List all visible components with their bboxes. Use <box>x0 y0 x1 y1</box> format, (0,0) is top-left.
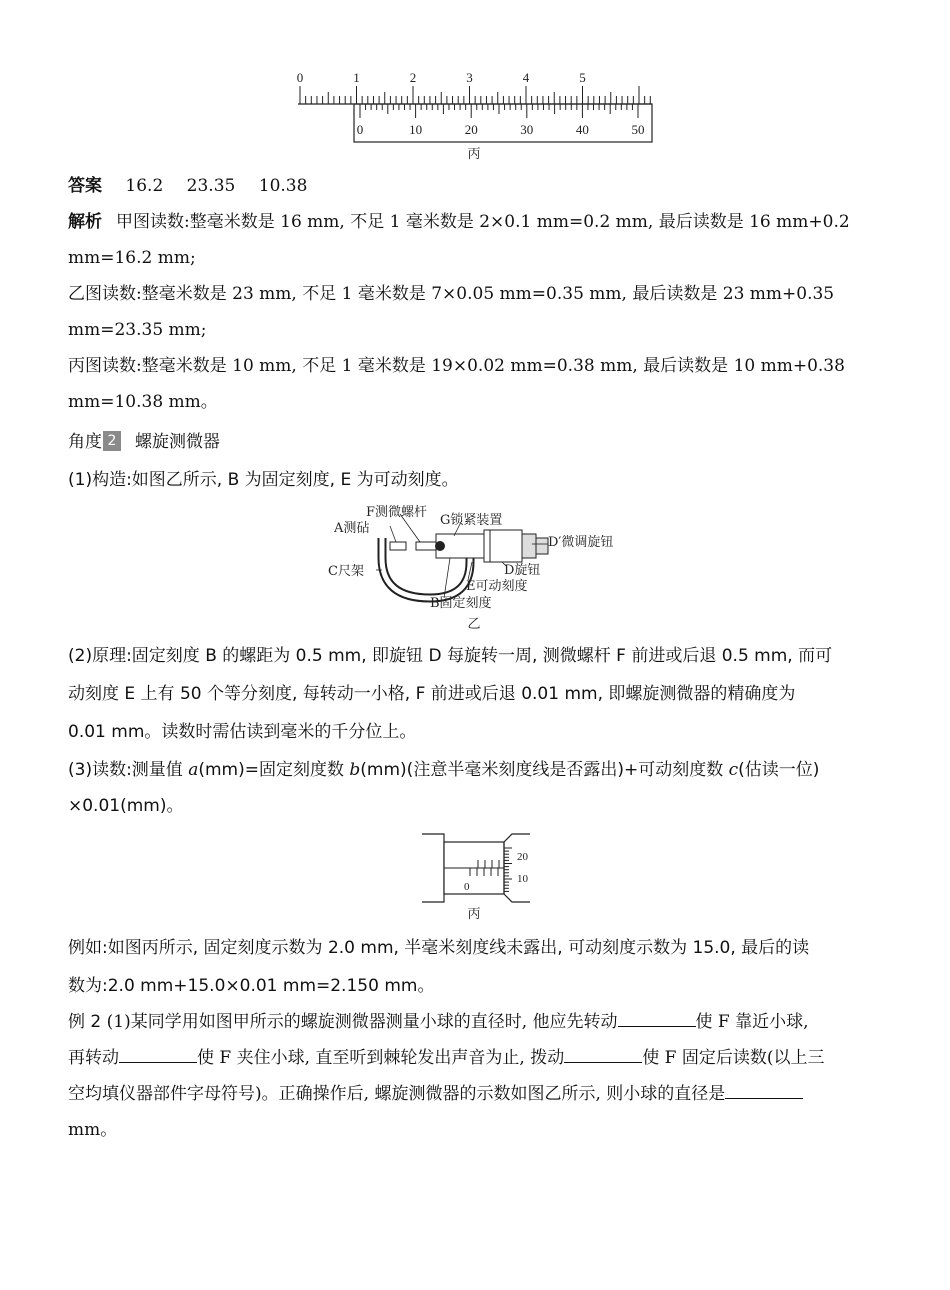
vernier-label: 10 <box>409 122 423 137</box>
micrometer-figure-caption: 乙 <box>467 617 481 632</box>
blank-2[interactable] <box>119 1044 197 1063</box>
reading-part-3: (mm)(注意半毫米刻度线是否露出)+可动刻度数 <box>360 760 729 780</box>
principle-line-1: (2)原理:固定刻度 B 的螺距为 0.5 mm, 即旋钮 D 每旋转一周, 测微螺杆 F 前进或后退 0.5 mm, 而可 <box>68 646 833 666</box>
reading-var-b: b <box>349 760 361 780</box>
example-2-text-2: 使 F 靠近小球, <box>695 1012 809 1032</box>
label-B: B固定刻度 <box>430 596 492 611</box>
principle-block <box>68 638 880 750</box>
label-F: F测微螺杆 <box>366 505 428 520</box>
example-reading-block <box>68 930 880 1004</box>
main-scale-label: 4 <box>522 70 530 85</box>
main-scale-label: 0 <box>296 70 304 85</box>
main-scale-label: 5 <box>579 70 586 85</box>
thimble-label-10: 10 <box>517 873 528 885</box>
example-2-text-6: 空均填仪器部件字母符号)。正确操作后, 螺旋测微器的示数如图乙所示, 则小球的直径是 <box>68 1084 726 1104</box>
label-A: A测砧 <box>334 521 370 536</box>
reading-part-1: (3)读数:测量值 <box>68 760 189 780</box>
example-reading-line-2: 数为:2.0 mm+15.0×0.01 mm=2.150 mm。 <box>68 976 435 996</box>
vernier-caliper-figure <box>290 66 660 166</box>
analysis-block <box>68 204 880 420</box>
analysis-line-6: mm=10.38 mm。 <box>68 392 218 412</box>
label-C: C尺架 <box>328 564 364 579</box>
analysis-line-4: mm=23.35 mm; <box>68 320 207 340</box>
micrometer-figure <box>320 500 640 635</box>
answer-value-3: 10.38 <box>258 176 308 196</box>
example-2-block <box>68 1004 880 1148</box>
reading-line-2: ×0.01(mm)。 <box>68 796 184 816</box>
main-scale-label: 2 <box>409 70 417 85</box>
vernier-label: 50 <box>631 122 645 137</box>
thimble-label-20: 20 <box>517 851 528 863</box>
example-2-text-1: (1)某同学用如图甲所示的螺旋测微器测量小球的直径时, 他应先转动 <box>106 1012 618 1032</box>
structure-text: (1)构造:如图乙所示, B 为固定刻度, E 为可动刻度。 <box>68 470 459 490</box>
example-reading-line-1: 例如:如图丙所示, 固定刻度示数为 2.0 mm, 半毫米刻度线未露出, 可动刻度示数为 15.0, 最后的读 <box>68 938 810 958</box>
reading-part-4: (估读一位) <box>738 760 820 780</box>
reading-figure-caption: 丙 <box>467 907 481 922</box>
analysis-line-3: 乙图读数:整毫米数是 23 mm, 不足 1 毫米数是 7×0.05 mm=0.35 mm, 最后读数是 23 mm+0.35 <box>68 284 835 304</box>
answer-line <box>68 168 880 204</box>
principle-line-3: 0.01 mm。读数时需估读到毫米的千分位上。 <box>68 722 417 742</box>
vernier-label: 40 <box>575 122 589 137</box>
section-heading <box>68 424 880 460</box>
reading-var-c: c <box>728 760 739 780</box>
vernier-label: 20 <box>464 122 478 137</box>
reading-var-a: a <box>188 760 199 780</box>
blank-4[interactable] <box>725 1080 803 1099</box>
main-scale-label: 1 <box>353 70 360 85</box>
sleeve-label-0: 0 <box>464 881 470 893</box>
analysis-label: 解析 <box>68 212 102 232</box>
example-2-text-3: 再转动 <box>68 1048 119 1068</box>
example-2-text-7: mm。 <box>68 1120 118 1140</box>
section-prefix: 角度 <box>68 432 102 452</box>
principle-line-2: 动刻度 E 上有 50 个等分刻度, 每转动一小格, F 前进或后退 0.01 mm, 即螺旋测微器的精确度为 <box>68 684 796 704</box>
blank-3[interactable] <box>564 1044 642 1063</box>
section-number-badge: 2 <box>103 431 121 451</box>
analysis-line-2: mm=16.2 mm; <box>68 248 196 268</box>
answer-value-2: 23.35 <box>186 176 236 196</box>
vernier-figure-caption: 丙 <box>467 147 481 162</box>
analysis-line-5: 丙图读数:整毫米数是 10 mm, 不足 1 毫米数是 19×0.02 mm=0.38 mm, 最后读数是 10 mm+0.38 <box>68 356 845 376</box>
micrometer-reading-figure <box>418 828 536 924</box>
vernier-label: 0 <box>356 122 364 137</box>
answer-value-1: 16.2 <box>125 176 164 196</box>
example-2-label: 例 2 <box>68 1012 102 1032</box>
reading-part-2: (mm)=固定刻度数 <box>198 760 350 780</box>
blank-1[interactable] <box>618 1008 696 1027</box>
label-G: G锁紧装置 <box>440 513 503 528</box>
example-2-text-4: 使 F 夹住小球, 直至听到棘轮发出声音为止, 拨动 <box>197 1048 565 1068</box>
section-title: 螺旋测微器 <box>135 432 220 452</box>
main-scale-label: 3 <box>466 70 473 85</box>
label-E: E可动刻度 <box>466 579 528 594</box>
reading-block <box>68 752 880 824</box>
analysis-line-1: 甲图读数:整毫米数是 16 mm, 不足 1 毫米数是 2×0.1 mm=0.2 mm, 最后读数是 16 mm+0.2 <box>116 212 850 232</box>
label-D: D旋钮 <box>504 563 541 578</box>
answer-label: 答案 <box>68 176 102 196</box>
vernier-label: 30 <box>520 122 534 137</box>
label-Dprime: D′微调旋钮 <box>548 535 614 550</box>
example-2-text-5: 使 F 固定后读数(以上三 <box>642 1048 825 1068</box>
